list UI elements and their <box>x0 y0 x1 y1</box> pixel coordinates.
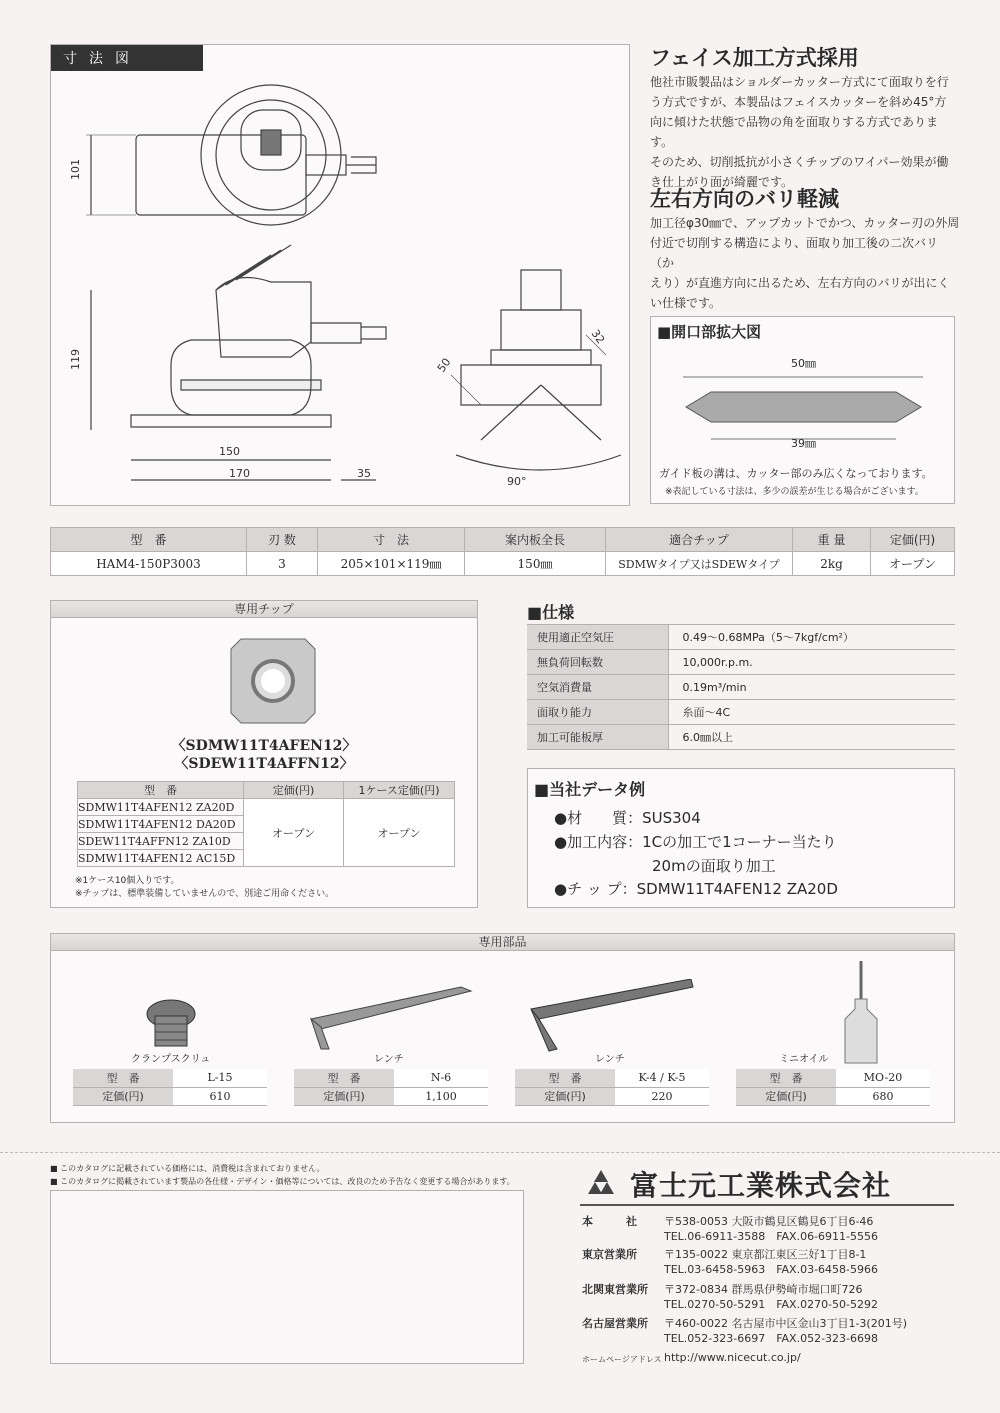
spec-value: 0.19m³/min <box>668 675 955 700</box>
part-price: 220 <box>615 1087 709 1105</box>
th-guide: 案内板全長 <box>465 528 606 552</box>
opening-small-note: ※表記している寸法は、多少の誤差が生じる場合がございます。 <box>665 487 924 497</box>
dim-50: 50 <box>434 355 454 375</box>
part-key: 型 番 <box>515 1069 615 1087</box>
part-key: 型 番 <box>294 1069 394 1087</box>
spec-key: 空気消費量 <box>527 675 668 700</box>
office-2-name: 東京営業所 <box>582 1248 637 1261</box>
part-price: 1,100 <box>394 1087 488 1105</box>
office-4-address: 〒460-0022 名古屋市中区金山3丁目1-3(201号) <box>664 1317 907 1330</box>
chip-th-price: 定価(円) <box>244 782 344 799</box>
office-1-address: 〒538-0053 大阪市鶴見区鶴見6丁目6-46 <box>664 1215 874 1228</box>
spec-value: 糸面～4C <box>668 700 955 725</box>
part-key: 型 番 <box>73 1069 173 1087</box>
cell-chip: SDMWタイプ又はSDEWタイプ <box>606 552 793 576</box>
spec-key: 面取り能力 <box>527 700 668 725</box>
chip-th-model: 型 番 <box>78 782 244 799</box>
dim-32: 32 <box>588 327 608 347</box>
opening-bottom-dim: 39㎜ <box>791 437 816 450</box>
th-size: 寸 法 <box>318 528 465 552</box>
data-line-3: 20mの面取り加工 <box>652 857 776 875</box>
feature2-text: 加工径φ30㎜で、アップカットでかつ、カッター刃の外周 付近で切削する構造により、面取り加工後の二次バリ（か えり）が直進方向に出るため、左右方向のバリが出にく い仕様です。 <box>650 216 960 310</box>
office-4-tel: TEL.052-323-6697 FAX.052-323-6698 <box>664 1332 879 1345</box>
chip-panel <box>50 600 478 908</box>
chip-table <box>77 781 455 867</box>
chip-case-price: オープン <box>344 799 455 867</box>
wrench-icon <box>521 979 701 1059</box>
opening-panel <box>650 316 955 504</box>
part-key: 定価(円) <box>73 1087 173 1105</box>
table-row <box>527 625 955 650</box>
wrench-icon <box>301 979 481 1059</box>
part-name-3: レンチ <box>595 1054 625 1065</box>
chip-price: オープン <box>244 799 344 867</box>
part-name-2: レンチ <box>374 1054 404 1065</box>
spec-key: 加工可能板厚 <box>527 725 668 750</box>
cell-size: 205×101×119㎜ <box>318 552 465 576</box>
table-row <box>527 725 955 750</box>
chip-note-1: ※1ケース10個入りです。 <box>75 876 180 886</box>
th-weight: 重 量 <box>793 528 871 552</box>
data-line-2: ●加工内容：1Cの加工で1コーナー当たり <box>554 833 837 851</box>
part-table-2 <box>294 1069 488 1106</box>
table-row <box>527 700 955 725</box>
office-2-address: 〒135-0022 東京都江東区三好1丁目8-1 <box>664 1248 867 1261</box>
footer-note-1: ■ このカタログに記載されている価格には、消費税は含まれておりません。 <box>50 1164 325 1173</box>
footer-blank-box <box>50 1190 524 1364</box>
parts-panel <box>50 933 955 1123</box>
office-3-address: 〒372-0834 群馬県伊勢崎市堀口町726 <box>664 1283 863 1296</box>
dim-35: 35 <box>357 467 371 480</box>
tool-drawing <box>51 65 629 505</box>
part-table-1 <box>73 1069 267 1106</box>
part-model: L-15 <box>173 1069 267 1087</box>
feature1-text: 他社市販製品はショルダーカッター方式にて面取りを行 う方式ですが、本製品はフェイスカッターを斜め45°方 向に傾けた状態で品物の角を面取りする方式であります。 そのため、切削抵抗が小さくチップのワイパー効果が働 き仕上がり面が綺麗です。 <box>650 75 949 189</box>
th-blades: 刃 数 <box>247 528 318 552</box>
spec-title: ■仕様 <box>527 603 575 622</box>
spec-value: 0.49～0.68MPa（5～7kgf/cm²） <box>668 625 955 650</box>
chip-icon <box>223 631 323 731</box>
part-model: MO-20 <box>836 1069 930 1087</box>
th-model: 型 番 <box>51 528 247 552</box>
part-key: 型 番 <box>736 1069 836 1087</box>
th-chip: 適合チップ <box>606 528 793 552</box>
cell-blades: 3 <box>247 552 318 576</box>
data-line-4: ●チ ッ プ：SDMW11T4AFEN12 ZA20D <box>554 880 838 898</box>
office-1-name: 本 社 <box>582 1215 637 1228</box>
opening-shape <box>651 367 951 467</box>
dimension-drawing-panel <box>50 44 630 506</box>
feature2-title: 左右方向のバリ軽減 <box>650 187 839 211</box>
data-example-panel <box>527 768 955 908</box>
data-example-title: ■当社データ例 <box>534 780 646 799</box>
part-key: 定価(円) <box>515 1087 615 1105</box>
chip-th-case: 1ケース定価(円) <box>344 782 455 799</box>
part-key: 定価(円) <box>736 1087 836 1105</box>
main-spec-table <box>50 527 955 576</box>
opening-note: ガイド板の溝は、カッター部のみ広くなっております。 <box>659 467 933 480</box>
part-price: 680 <box>836 1087 930 1105</box>
company-name: 富士元工業株式会社 <box>630 1169 892 1202</box>
chip-note-2: ※チップは、標準装備していませんので、別途ご用命ください。 <box>75 889 335 899</box>
dim-119: 119 <box>69 349 82 370</box>
table-row <box>78 799 455 816</box>
dim-170: 170 <box>229 467 250 480</box>
office-2-tel: TEL.03-6458-5963 FAX.03-6458-5966 <box>664 1263 879 1276</box>
office-3-tel: TEL.0270-50-5291 FAX.0270-50-5292 <box>664 1298 879 1311</box>
footer-note-2: ■ このカタログに掲載されています製品の各仕様・デザイン・価格等については、改良のため予告なく変更する場合があります。 <box>50 1177 515 1186</box>
part-name-4: ミニオイル <box>779 1054 829 1065</box>
dim-101: 101 <box>69 159 82 180</box>
part-table-3 <box>515 1069 709 1106</box>
chip-model: SDEW11T4AFFN12 ZA10D <box>78 833 244 850</box>
mini-oil-icon <box>831 959 891 1069</box>
chip-model: SDMW11T4AFEN12 AC15D <box>78 850 244 867</box>
office-3-name: 北関東営業所 <box>582 1283 648 1296</box>
homepage-label: ホームページアドレス <box>582 1355 662 1364</box>
part-price: 610 <box>173 1087 267 1105</box>
company-logo-icon <box>582 1166 620 1202</box>
chip-model: SDMW11T4AFEN12 ZA20D <box>78 799 244 816</box>
spec-value: 6.0㎜以上 <box>668 725 955 750</box>
office-4-name: 名古屋営業所 <box>582 1317 648 1330</box>
table-row <box>51 552 955 576</box>
dimension-header: 寸法図 <box>51 45 203 71</box>
spec-table <box>527 624 955 750</box>
cell-guide: 150㎜ <box>465 552 606 576</box>
table-row <box>527 675 955 700</box>
part-model: N-6 <box>394 1069 488 1087</box>
part-model: K-4 / K-5 <box>615 1069 709 1087</box>
part-table-4 <box>736 1069 930 1106</box>
data-line-1: ●材 質：SUS304 <box>554 809 701 827</box>
th-price: 定価(円) <box>871 528 955 552</box>
footer-divider <box>0 1152 1000 1153</box>
cell-price: オープン <box>871 552 955 576</box>
spec-value: 10,000r.p.m. <box>668 650 955 675</box>
opening-top-dim: 50㎜ <box>791 357 816 370</box>
cell-model: HAM4-150P3003 <box>51 552 247 576</box>
chip-header: 専用チップ <box>51 601 477 618</box>
chip-name-1: 〈SDMW11T4AFEN12〉 <box>171 738 357 754</box>
feature1-title: フェイス加工方式採用 <box>650 46 859 70</box>
dim-90: 90° <box>507 475 527 488</box>
clamp-screw-icon <box>133 994 213 1054</box>
opening-title: ■開口部拡大図 <box>657 323 762 341</box>
dim-150: 150 <box>219 445 240 458</box>
table-row <box>527 650 955 675</box>
part-key: 定価(円) <box>294 1087 394 1105</box>
chip-model: SDMW11T4AFEN12 DA20D <box>78 816 244 833</box>
part-name-1: クランプスクリュ <box>131 1054 211 1065</box>
spec-key: 無負荷回転数 <box>527 650 668 675</box>
spec-key: 使用適正空気圧 <box>527 625 668 650</box>
homepage-link[interactable]: http://www.nicecut.co.jp/ <box>664 1351 801 1364</box>
office-1-tel: TEL.06-6911-3588 FAX.06-6911-5556 <box>664 1230 879 1243</box>
cell-weight: 2kg <box>793 552 871 576</box>
company-underline <box>580 1204 954 1206</box>
parts-header: 専用部品 <box>51 934 954 951</box>
chip-name-2: 〈SDEW11T4AFFN12〉 <box>174 756 354 772</box>
